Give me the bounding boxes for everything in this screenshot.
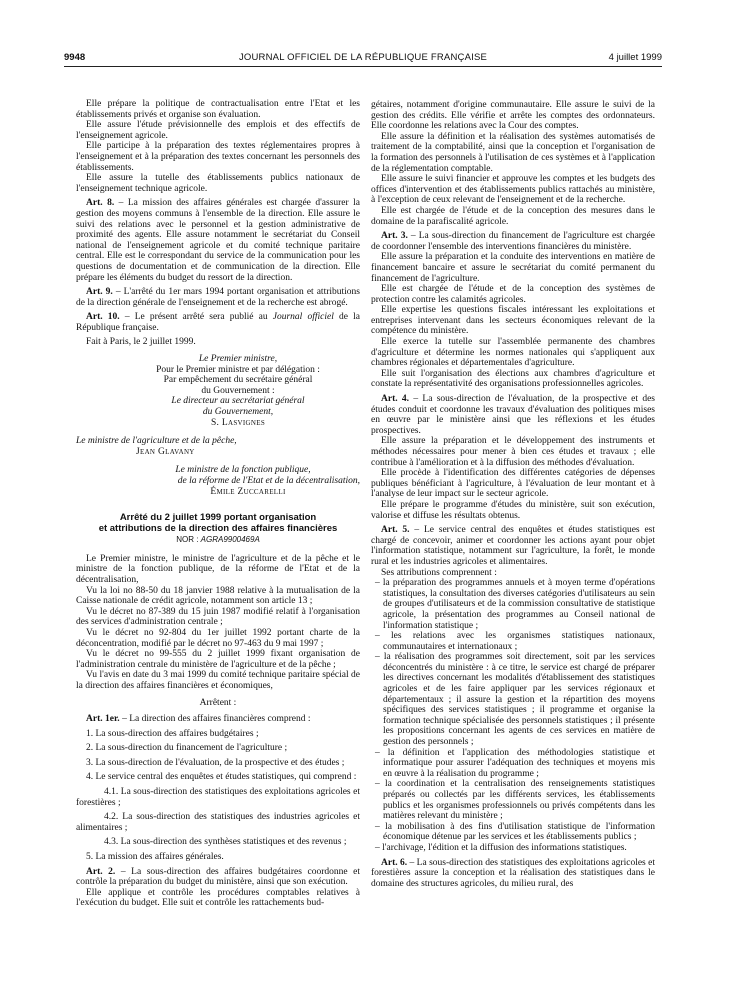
paragraph: Elle assure la tutelle des établissements publics nationaux de l'enseignement technique agricole. [76,173,360,194]
paragraph: Elle assure la définition et la réalisation des systèmes automatisés de traitement de la comptabilité, ainsi que la conception et l'organisation de la formation des personnels à l'utilisation de ces systèmes et à l'application de la réglementation comptable. [371,131,655,174]
signatory-line: du Gouvernement : [201,385,275,396]
article-text: – La sous-direction des affaires budgétaires coordonne et contrôle la préparation du budget du ministère, ainsi que son exécution. [76,866,360,888]
paragraph: Elle participe à la préparation des textes réglementaires propres à l'enseignement et à la préparation des textes concernant les personnels des établissements. [76,141,360,173]
preamble: Le Premier ministre, le ministre de l'agriculture et de la pêche et le ministre de la fonction publique, de la réforme de l'Etat et de la décentralisation, [76,553,360,585]
right-column [371,100,655,889]
article-label: Art. 8. [86,198,115,209]
nor-code: AGRA9900469A [200,535,260,545]
list-item: – la définition et l'application des méthodologies statistique et informatique pour assurer l'adéquation des techniques et moyens mis en œuvre à la réalisation du programme ; [375,747,655,779]
list-item: 1. La sous-direction des affaires budgétaires ; [86,728,259,739]
article-text: – Le présent arrêté sera publié au [119,312,273,323]
article-4 [371,394,655,436]
article-text: – Le service central des enquêtes et études statistiques est chargé de concevoir, animer et coordonner les actions ayant pour objet l'information statistique, notamment sur l'agriculture, la forêt, le monde rural et les industries agricoles et alimentaires. [371,525,655,567]
article-text: – La mission des affaires générales est chargée d'assurer la gestion des moyens communs à l'ensemble de la direction. Elle assure le suivi des relations avec le personnel et la gestion administrative de proximité des agents. Elle assure notamment le secrétariat du Conseil national de l'enseignement agricole et du comité technique paritaire central. Elle est le correspondant du service de la communication pour les questions de documentation et de communication de la direction. Elle prépare les éléments du budget du ressort de la direction. [76,198,360,283]
article-label: Art. 10. [86,312,120,323]
visa: Vu le décret no 87-389 du 15 juin 1987 modifié relatif à l'organisation des services d'administration centrale ; [76,606,360,628]
date-place: Fait à Paris, le 2 juillet 1999. [86,337,196,348]
list-item: – la réalisation des programmes soit directement, soit par les services déconcentrés du ministère : à ce titre, le service est chargé de préparer les directives concernant les modalités d'établissement des statistiques agricoles et de les faire appliquer par les services régionaux et départementaux ; il assure la gestion et la répartition des moyens spécifiques des services statistiques ; il programme et organise la formation technique spécialisée des personnels statistiques ; il présente les propositions concernant les agents de ces services en matière de gestion des personnels ; [375,652,655,748]
nor-label: NOR : [176,535,201,545]
article-text: – La direction des affaires financières comprend : [119,714,311,725]
paragraph: Elle applique et contrôle les procédures comptables relatives à l'exécution du budget. Elle suit et contrôle les rattachements bud- [76,887,360,909]
article-label: Art. 9. [86,287,113,298]
paragraph: Ses attributions comprennent : [381,567,497,578]
paragraph: Elle procède à l'identification des différentes catégories de dépenses publiques bénéficiant à l'agriculture, à l'évaluation de leur montant et à l'analyse de leur impact sur le secteur agricole. [371,468,655,500]
list-item: 3. La sous-direction de l'évaluation, de la prospective et des études ; [86,757,345,768]
left-column [76,99,360,909]
paragraph: Elle assure la préparation et la conduite des interventions en matière de financement bancaire et assure le secrétariat du comité permanent du financement de l'agriculture. [371,252,655,284]
signatory-line: Pour le Premier ministre et par délégation : [156,364,320,375]
article-text: – La sous-direction de l'évaluation, de la prospective et des études conduit et coordonne les travaux d'évaluation des politiques mises en œuvre par le ministère ainsi que les réflexions et les études prospectives. [371,394,655,436]
article-5 [371,525,655,567]
list-item: – la mobilisation à des fins d'utilisation statistique de l'information économique détenue par les services et les établissements publics ; [375,821,655,843]
article-text: – La sous-direction des statistiques des exploitations agricoles et forestières assure la conception et la réalisation des statistiques dans le domaine des structures agricoles, du milieu rural, des [371,857,655,889]
article-text: de la République française. [76,312,360,333]
article-label: Art. 5. [381,525,410,536]
list-item: 2. La sous-direction du financement de l'agriculture ; [86,743,288,754]
page-number: 9948 [64,52,86,63]
signatory-title: Le ministre de la fonction publique, [175,465,311,476]
arrete-title: Arrêté du 2 juillet 1999 portant organisation [119,512,317,524]
issue-date: 4 juillet 1999 [608,52,662,63]
list-item: 4.2. La sous-direction des statistiques des industries agricoles et alimentaires ; [76,812,360,833]
arretent: Arrêtent : [199,697,237,708]
paragraph: Elle prépare le programme d'études du ministère, suit son exécution, valorise et diffuse les résultats obtenus. [371,499,655,521]
article-1 [76,714,360,725]
article-text: – La sous-direction du financement de l'agriculture est chargée de coordonner l'ensemble des interventions financières du ministère. [371,231,655,252]
header-rule [64,66,662,67]
signatory-name: S. Lasvignes [210,417,266,428]
paragraph: Elle assure le suivi financier et approuve les comptes et les budgets des offices d'intervention et des établissements publics rattachés au ministère, à l'exception de ceux relevant de l'enseignement et de la recherche. [371,174,655,206]
article-6 [371,858,655,890]
page-header [64,50,662,66]
paragraph: Elle expertise les questions fiscales intéressant les exploitations et entreprises intervenant dans les secteurs économiques relevant de la compétence du ministère. [371,305,655,337]
visa: Vu le décret no 99-555 du 2 juillet 1999 fixant organisation de l'administration centrale du ministère de l'agriculture et de la pêche ; [76,649,360,670]
visa: Vu l'avis en date du 3 mai 1999 du comité technique paritaire spécial de la direction des affaires financières et économiques, [76,670,360,691]
list-item: 4. Le service central des enquêtes et études statistiques, qui comprend : [86,772,357,783]
paragraph: Elle est chargée de l'étude et de la conception des mesures dans le domaine de la parafiscalité agricole. [371,205,655,227]
nor-reference [76,535,360,546]
signatory-title: Le Premier ministre, [198,354,278,365]
signatory-line: Par empêchement du secrétaire général [163,375,313,386]
list-item: 4.1. La sous-direction des statistiques des exploitations agricoles et forestières ; [76,787,360,808]
signatory-line: Le directeur au secrétariat général [171,396,305,407]
signatory-title: Le ministre de l'agriculture et de la pêche, [76,436,237,447]
article-9 [76,287,360,308]
paragraph: Elle est chargée de l'étude et de la conception des systèmes de protection contre les calamités agricoles. [371,284,655,305]
visa: Vu la loi no 88-50 du 18 janvier 1988 relative à la mutualisation de la Caisse nationale de crédit agricole, notamment son article 13 ; [76,585,360,607]
article-label: Art. 3. [381,231,408,242]
list-item: 5. La mission des affaires générales. [86,852,224,863]
article-label: Art. 6. [381,857,408,868]
signatory-line: du Gouvernement, [202,407,274,418]
paragraph: gétaires, notamment d'origine communautaire. Elle assure le suivi de la gestion des crédits. Elle vérifie et arrête les comptes des ordonnateurs. Elle coordonne les relations avec la Cour des comptes. [371,100,655,132]
article-3 [371,231,655,252]
signatory-name: Jean Glavany [136,446,195,457]
visa: Vu le décret no 92-804 du 1er juillet 1992 portant charte de la déconcentration, modifié par le décret no 97-463 du 9 mai 1997 ; [76,627,360,649]
list-item: – les relations avec les organismes statistiques nationaux, communautaires et internationaux ; [375,631,655,652]
list-item: – la préparation des programmes annuels et à moyen terme d'opérations statistiques, la consultation des diverses catégories d'utilisateurs au sein de groupes d'utilisateurs et de la commission consultative de statistique agricole, la présentation des programmes au Conseil national de l'information statistique ; [375,578,655,631]
paragraph: Elle assure la préparation et le développement des instruments et méthodes nécessaires pour mener à bien ces études et travaux ; elle contribue à l'amélioration et à la diffusion des méthodes d'évaluation. [371,436,655,468]
arrete-title: et attributions de la direction des affaires financières [98,522,338,534]
article-text: – L'arrêté du 1er mars 1994 portant organisation et attributions de la direction générale de l'enseignement et de la recherche est abrogé. [76,287,360,308]
list-item: – l'archivage, l'édition et la diffusion des informations statistiques. [375,842,627,853]
paragraph: Elle exerce la tutelle sur l'assemblée permanente des chambres d'agriculture et détermine les normes nationales qui s'appliquent aux chambres régionales et départementales d'agriculture. [371,337,655,369]
paragraph: Elle assure l'étude prévisionnelle des emplois et des effectifs de l'enseignement agricole. [76,120,360,141]
article-2 [76,867,360,888]
paragraph: Elle suit l'organisation des élections aux chambres d'agriculture et constate la représentativité des organisations professionnelles agricoles. [371,368,655,390]
article-8 [76,198,360,283]
signatory-name: Émile Zuccarelli [210,486,286,497]
article-label: Art. 2. [86,866,116,877]
list-item: – la coordination et la centralisation des renseignements statistiques préparés ou collectés par les différents services, les établissements publics et les organismes professionnels ou privés compétents dans les matières relevant du ministère ; [375,779,655,822]
article-label: Art. 4. [381,394,410,405]
paragraph: Elle prépare la politique de contractualisation entre l'Etat et les établissements privés et organise son évaluation. [76,99,360,120]
journal-reference: Journal officiel [272,312,334,323]
article-10 [76,312,360,333]
article-label: Art. 1er. [86,714,120,725]
list-item: 4.3. La sous-direction des synthèses statistiques et des revenus ; [104,837,347,848]
signatory-title: de la réforme de l'Etat et de la décentralisation, [177,476,360,486]
journal-title: JOURNAL OFFICIEL DE LA RÉPUBLIQUE FRANÇAISE [238,52,488,63]
